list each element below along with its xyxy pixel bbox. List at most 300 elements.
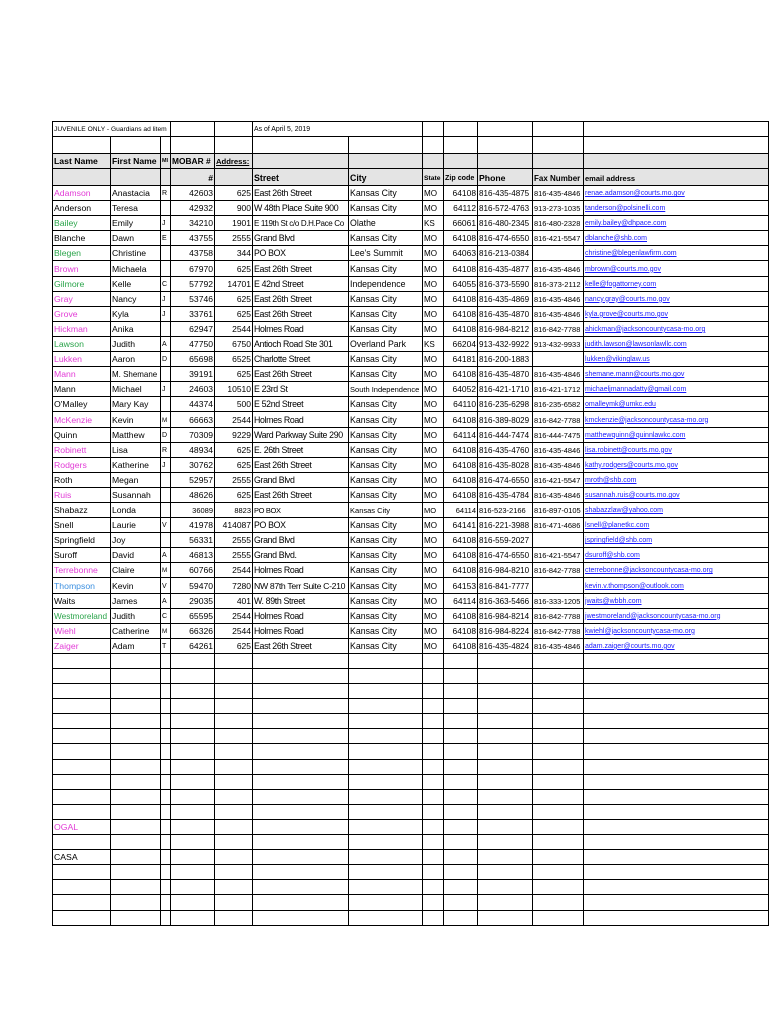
cell-mobar: 41978 [171, 518, 215, 533]
blank-row [53, 653, 769, 668]
cell-last-name: Quinn [53, 427, 111, 442]
cell-email[interactable]: kathy.rodgers@courts.mo.gov [584, 457, 769, 472]
cell-street: Holmes Road [253, 623, 349, 638]
table-row [53, 397, 769, 412]
cell-state: MO [423, 593, 444, 608]
cell-phone: 816-984-8210 [478, 563, 533, 578]
cell-state: MO [423, 472, 444, 487]
cell-email[interactable]: kwiehl@jacksoncountycasa-mo.org [584, 623, 769, 638]
cell-street-number: 6750 [215, 336, 253, 351]
cell-mi: C [161, 608, 171, 623]
cell-fax: 816-333-1205 [533, 593, 584, 608]
blank-row [53, 835, 769, 850]
table-row [53, 306, 769, 321]
cell-street: East 26th Street [253, 186, 349, 201]
cell-street: PO BOX [253, 518, 349, 533]
cell-mi [161, 261, 171, 276]
cell-mobar: 66326 [171, 623, 215, 638]
cell-first-name: Anika [111, 321, 161, 336]
cell-mobar: 56331 [171, 533, 215, 548]
cell-mi: D [161, 427, 171, 442]
cell-city: Independence [349, 276, 423, 291]
blank-row [53, 714, 769, 729]
cell-fax: 816-421-5547 [533, 231, 584, 246]
cell-city: Kansas City [349, 321, 423, 336]
cell-phone: 816-984-8214 [478, 608, 533, 623]
cell-state: MO [423, 442, 444, 457]
cell-city: Kansas City [349, 186, 423, 201]
cell-email[interactable]: nancy.gray@courts.mo.gov [584, 291, 769, 306]
cell-street-number: 14701 [215, 276, 253, 291]
cell-city: Kansas City [349, 487, 423, 502]
cell-mobar: 42603 [171, 186, 215, 201]
table-row [53, 518, 769, 533]
cell-zip: 64108 [444, 291, 478, 306]
cell-city: Kansas City [349, 231, 423, 246]
cell-city: Kansas City [349, 261, 423, 276]
cell-zip: 64114 [444, 427, 478, 442]
cell-mi: E [161, 231, 171, 246]
header-mobar: MOBAR # [171, 154, 215, 169]
cell-last-name: Thompson [53, 578, 111, 593]
cell-fax: 816-435-4846 [533, 367, 584, 382]
cell-zip: 64108 [444, 472, 478, 487]
cell-mobar: 70309 [171, 427, 215, 442]
cell-email[interactable]: adam.zaiger@courts.mo.gov [584, 638, 769, 653]
cell-phone: 816-373-5590 [478, 276, 533, 291]
cell-city: Kansas City [349, 442, 423, 457]
cell-zip: 66204 [444, 336, 478, 351]
cell-fax [533, 352, 584, 367]
cell-mobar: 52957 [171, 472, 215, 487]
cell-first-name: Judith [111, 608, 161, 623]
cell-first-name: Susannah [111, 487, 161, 502]
cell-street: W 48th Place Suite 900 [253, 201, 349, 216]
cell-email[interactable]: jwaits@wbbh.com [584, 593, 769, 608]
cell-last-name: Bailey [53, 216, 111, 231]
cell-first-name: David [111, 548, 161, 563]
cell-first-name: Lisa [111, 442, 161, 457]
cell-email[interactable]: emily.bailey@dhpace.com [584, 216, 769, 231]
cell-mi: V [161, 518, 171, 533]
cell-email[interactable]: kmckenzie@jacksoncountycasa-mo.org [584, 412, 769, 427]
cell-last-name: Wiehl [53, 623, 111, 638]
cell-first-name: Joy [111, 533, 161, 548]
cell-zip: 64114 [444, 502, 478, 517]
cell-fax: 816-897-0105 [533, 502, 584, 517]
cell-fax: 816-471-4686 [533, 518, 584, 533]
cell-fax: 816-842-7788 [533, 412, 584, 427]
cell-street: E 42nd Street [253, 276, 349, 291]
cell-zip: 66061 [444, 216, 478, 231]
cell-street: E 23rd St [253, 382, 349, 397]
cell-mi: A [161, 548, 171, 563]
cell-zip: 64108 [444, 442, 478, 457]
cell-phone: 913-432-9922 [478, 336, 533, 351]
table-row [53, 367, 769, 382]
cell-last-name: Snell [53, 518, 111, 533]
cell-street-number: 625 [215, 457, 253, 472]
cell-street: PO BOX [253, 502, 349, 517]
cell-street-number: 2555 [215, 472, 253, 487]
cell-mobar: 67970 [171, 261, 215, 276]
cell-mi: T [161, 638, 171, 653]
header-mobar-hash: # [171, 169, 215, 186]
cell-city: Kansas City [349, 502, 423, 517]
cell-email[interactable]: michaeljmannadatty@gmail.com [584, 382, 769, 397]
cell-fax: 816-421-5547 [533, 472, 584, 487]
cell-state: MO [423, 518, 444, 533]
cell-street: NW 87th Terr Suite C-210 [253, 578, 349, 593]
cell-last-name: Terrebonne [53, 563, 111, 578]
cell-phone: 816-559-2027 [478, 533, 533, 548]
table-row [53, 382, 769, 397]
sheet-note: JUVENILE ONLY - Guardians ad litem [53, 122, 171, 137]
cell-first-name: Aaron [111, 352, 161, 367]
cell-street-number: 2544 [215, 412, 253, 427]
cell-last-name: Anderson [53, 201, 111, 216]
cell-last-name: Gray [53, 291, 111, 306]
cell-first-name: Dawn [111, 231, 161, 246]
cell-phone: 816-435-4784 [478, 487, 533, 502]
cell-phone: 816-363-5466 [478, 593, 533, 608]
cell-mi [161, 397, 171, 412]
cell-mi: J [161, 382, 171, 397]
table-row [53, 276, 769, 291]
cell-street: Charlotte Street [253, 352, 349, 367]
cell-street-number: 401 [215, 593, 253, 608]
cell-phone: 816-474-6550 [478, 548, 533, 563]
cell-fax: 816-435-4846 [533, 442, 584, 457]
cell-mobar: 39191 [171, 367, 215, 382]
cell-last-name: Shabazz [53, 502, 111, 517]
cell-last-name: Rodgers [53, 457, 111, 472]
cell-email[interactable]: lukken@vikinglaw.us [584, 352, 769, 367]
cell-fax [533, 246, 584, 261]
cell-phone: 816-435-4870 [478, 367, 533, 382]
cell-zip: 64108 [444, 261, 478, 276]
cell-state: MO [423, 533, 444, 548]
cell-state: MO [423, 623, 444, 638]
cell-zip: 64112 [444, 201, 478, 216]
cell-zip: 64181 [444, 352, 478, 367]
cell-mi [161, 321, 171, 336]
cell-zip: 64153 [444, 578, 478, 593]
cell-city: Kansas City [349, 593, 423, 608]
cell-email[interactable]: susannah.ruis@courts.mo.gov [584, 487, 769, 502]
cell-zip: 64108 [444, 548, 478, 563]
cell-first-name: Kevin [111, 578, 161, 593]
cell-email[interactable]: matthewquinn@quinnlawkc.com [584, 427, 769, 442]
cell-email[interactable]: mroth@shb.com [584, 472, 769, 487]
cell-mobar: 24603 [171, 382, 215, 397]
cell-street-number: 8823 [215, 502, 253, 517]
cell-city: Lee's Summit [349, 246, 423, 261]
blank-row [53, 880, 769, 895]
cell-street-number: 414087 [215, 518, 253, 533]
cell-last-name: Suroff [53, 548, 111, 563]
cell-mi: V [161, 578, 171, 593]
cell-state: MO [423, 306, 444, 321]
cell-street: East 26th Street [253, 487, 349, 502]
guardians-ad-litem-spreadsheet [52, 121, 769, 926]
cell-phone: 816-213-0384 [478, 246, 533, 261]
cell-last-name: Blanche [53, 231, 111, 246]
cell-email[interactable]: christine@blegenlawfirm.com [584, 246, 769, 261]
cell-zip: 64055 [444, 276, 478, 291]
cell-first-name: Mary Kay [111, 397, 161, 412]
cell-street-number: 625 [215, 291, 253, 306]
cell-state: MO [423, 502, 444, 517]
cell-last-name: Gilmore [53, 276, 111, 291]
blank-row [53, 729, 769, 744]
cell-first-name: Adam [111, 638, 161, 653]
cell-fax: 816-435-4846 [533, 457, 584, 472]
cell-street: Ward Parkway Suite 290 [253, 427, 349, 442]
cell-phone: 816-435-8028 [478, 457, 533, 472]
header-row-1 [53, 154, 769, 169]
cell-street-number: 2555 [215, 533, 253, 548]
cell-mobar: 43755 [171, 231, 215, 246]
cell-street-number: 9229 [215, 427, 253, 442]
cell-fax: 816-373-2112 [533, 276, 584, 291]
cell-street: E 52nd Street [253, 397, 349, 412]
cell-mobar: 44374 [171, 397, 215, 412]
cell-state: MO [423, 186, 444, 201]
cell-last-name: Waits [53, 593, 111, 608]
cell-last-name: Blegen [53, 246, 111, 261]
blank-row [53, 910, 769, 925]
header-street: Street [253, 169, 349, 186]
cell-email[interactable]: kelle@fogattorney.com [584, 276, 769, 291]
cell-zip: 64108 [444, 457, 478, 472]
cell-fax: 816-842-7788 [533, 563, 584, 578]
cell-street: E. 26th Street [253, 442, 349, 457]
cell-street-number: 6525 [215, 352, 253, 367]
cell-mi [161, 502, 171, 517]
cell-city: Kansas City [349, 367, 423, 382]
table-row [53, 638, 769, 653]
header-mi: MI [161, 154, 171, 169]
cell-phone: 816-435-4875 [478, 186, 533, 201]
cell-email[interactable]: judith.lawson@lawsonlawllc.com [584, 336, 769, 351]
cell-state: MO [423, 412, 444, 427]
cell-state: KS [423, 216, 444, 231]
cell-city: Kansas City [349, 427, 423, 442]
cell-phone: 816-421-1710 [478, 382, 533, 397]
cell-mobar: 34210 [171, 216, 215, 231]
cell-fax: 816-435-4846 [533, 487, 584, 502]
cell-phone: 816-474-6550 [478, 472, 533, 487]
cell-street: Grand Blvd [253, 231, 349, 246]
cell-phone: 816-435-4877 [478, 261, 533, 276]
cell-last-name: Ruis [53, 487, 111, 502]
header-phone: Phone [478, 169, 533, 186]
cell-street: East 26th Street [253, 638, 349, 653]
header-first-name: First Name [111, 154, 161, 169]
cell-zip: 64141 [444, 518, 478, 533]
cell-street: W. 89th Street [253, 593, 349, 608]
cell-first-name: M. Shemane [111, 367, 161, 382]
cell-first-name: Anastacia [111, 186, 161, 201]
cell-email[interactable]: cterrebonne@jacksoncountycasa-mo.org [584, 563, 769, 578]
cell-email[interactable]: lsnell@planetkc.com [584, 518, 769, 533]
cell-fax [533, 533, 584, 548]
cell-mobar: 33761 [171, 306, 215, 321]
cell-last-name: McKenzie [53, 412, 111, 427]
cell-email[interactable]: mbrown@courts.mo.gov [584, 261, 769, 276]
blank-row [53, 774, 769, 789]
cell-street-number: 7280 [215, 578, 253, 593]
cell-phone: 816-435-4869 [478, 291, 533, 306]
table-row [53, 352, 769, 367]
cell-street: PO BOX [253, 246, 349, 261]
cell-mi: M [161, 563, 171, 578]
cell-city: Kansas City [349, 291, 423, 306]
cell-fax: 913-432-9933 [533, 336, 584, 351]
cell-street-number: 2544 [215, 608, 253, 623]
cell-email[interactable]: kyla.grove@courts.mo.gov [584, 306, 769, 321]
cell-first-name: Kevin [111, 412, 161, 427]
cell-fax: 816-435-4846 [533, 261, 584, 276]
section-label-row [53, 819, 769, 834]
header-row-2 [53, 169, 769, 186]
cell-city: South Independence [349, 382, 423, 397]
cell-last-name: Adamson [53, 186, 111, 201]
cell-mobar: 66663 [171, 412, 215, 427]
cell-fax: 816-435-4846 [533, 306, 584, 321]
cell-email[interactable]: kevin.v.thompson@outlook.com [584, 578, 769, 593]
header-address: Address: [215, 154, 253, 169]
cell-email[interactable]: shabazzlaw@yahoo.com [584, 502, 769, 517]
cell-email[interactable]: jspringfield@shb.com [584, 533, 769, 548]
cell-state: KS [423, 336, 444, 351]
header-email: email address [584, 169, 769, 186]
cell-state: MO [423, 201, 444, 216]
table-row [53, 608, 769, 623]
cell-state: MO [423, 261, 444, 276]
cell-mobar: 29035 [171, 593, 215, 608]
cell-phone: 816-444-7474 [478, 427, 533, 442]
cell-street: Grand Blvd [253, 533, 349, 548]
cell-mi: J [161, 457, 171, 472]
cell-email[interactable]: ahickman@jacksoncountycasa-mo.org [584, 321, 769, 336]
cell-first-name: Londa [111, 502, 161, 517]
cell-fax: 816-842-7788 [533, 623, 584, 638]
cell-phone: 816-984-8212 [478, 321, 533, 336]
cell-fax: 816-235-6582 [533, 397, 584, 412]
cell-street-number: 625 [215, 638, 253, 653]
cell-mi: J [161, 216, 171, 231]
cell-mobar: 47750 [171, 336, 215, 351]
cell-city: Kansas City [349, 412, 423, 427]
cell-mobar: 48626 [171, 487, 215, 502]
table-row [53, 502, 769, 517]
cell-zip: 64108 [444, 412, 478, 427]
cell-state: MO [423, 578, 444, 593]
table-row [53, 472, 769, 487]
cell-street-number: 2544 [215, 321, 253, 336]
cell-zip: 64108 [444, 306, 478, 321]
header-state: State [423, 169, 444, 186]
cell-fax: 816-435-4846 [533, 291, 584, 306]
cell-email[interactable]: dsuroff@shb.com [584, 548, 769, 563]
cell-mi [161, 472, 171, 487]
cell-city: Kansas City [349, 352, 423, 367]
cell-email[interactable]: renae.adamson@courts.mo.gov [584, 186, 769, 201]
cell-street-number: 625 [215, 442, 253, 457]
cell-street: Holmes Road [253, 412, 349, 427]
table-row [53, 487, 769, 502]
cell-first-name: Kelle [111, 276, 161, 291]
cell-email[interactable]: omalleymk@umkc.edu [584, 397, 769, 412]
cell-email[interactable]: dblanche@shb.com [584, 231, 769, 246]
cell-first-name: Claire [111, 563, 161, 578]
cell-last-name: Zaiger [53, 638, 111, 653]
cell-first-name: Kyla [111, 306, 161, 321]
blank-row [53, 759, 769, 774]
header-city: City [349, 169, 423, 186]
cell-last-name: Mann [53, 382, 111, 397]
cell-first-name: Matthew [111, 427, 161, 442]
cell-mobar: 65595 [171, 608, 215, 623]
cell-city: Kansas City [349, 563, 423, 578]
cell-first-name: Catherine [111, 623, 161, 638]
cell-phone: 816-200-1883 [478, 352, 533, 367]
cell-street-number: 10510 [215, 382, 253, 397]
cell-street: East 26th Street [253, 457, 349, 472]
cell-street-number: 2544 [215, 563, 253, 578]
cell-email[interactable]: jwestmoreland@jacksoncountycasa-mo.org [584, 608, 769, 623]
cell-phone: 816-435-4824 [478, 638, 533, 653]
cell-zip: 64052 [444, 382, 478, 397]
cell-mobar: 59470 [171, 578, 215, 593]
cell-street-number: 625 [215, 367, 253, 382]
table-row [53, 336, 769, 351]
cell-state: MO [423, 352, 444, 367]
blank-row [53, 895, 769, 910]
cell-state: MO [423, 276, 444, 291]
cell-street: Holmes Road [253, 563, 349, 578]
cell-city: Kansas City [349, 306, 423, 321]
cell-mobar: 62947 [171, 321, 215, 336]
cell-phone: 816-474-6550 [478, 231, 533, 246]
table-row [53, 412, 769, 427]
cell-street-number: 2544 [215, 623, 253, 638]
cell-city: Kansas City [349, 457, 423, 472]
cell-fax: 816-435-4846 [533, 638, 584, 653]
cell-phone: 816-235-6298 [478, 397, 533, 412]
cell-fax [533, 578, 584, 593]
cell-zip: 64108 [444, 367, 478, 382]
header-fax: Fax Number [533, 169, 584, 186]
table-row [53, 593, 769, 608]
cell-street-number: 625 [215, 306, 253, 321]
cell-zip: 64108 [444, 231, 478, 246]
cell-email[interactable]: tanderson@polsinelli.com [584, 201, 769, 216]
cell-mi: A [161, 593, 171, 608]
cell-email[interactable]: lisa.robinett@courts.mo.gov [584, 442, 769, 457]
cell-state: MO [423, 548, 444, 563]
table-row [53, 457, 769, 472]
cell-mi: D [161, 352, 171, 367]
cell-street: Antioch Road Ste 301 [253, 336, 349, 351]
cell-email[interactable]: shemane.mann@courts.mo.gov [584, 367, 769, 382]
cell-state: MO [423, 291, 444, 306]
table-row [53, 563, 769, 578]
cell-last-name: Hickman [53, 321, 111, 336]
cell-state: MO [423, 321, 444, 336]
